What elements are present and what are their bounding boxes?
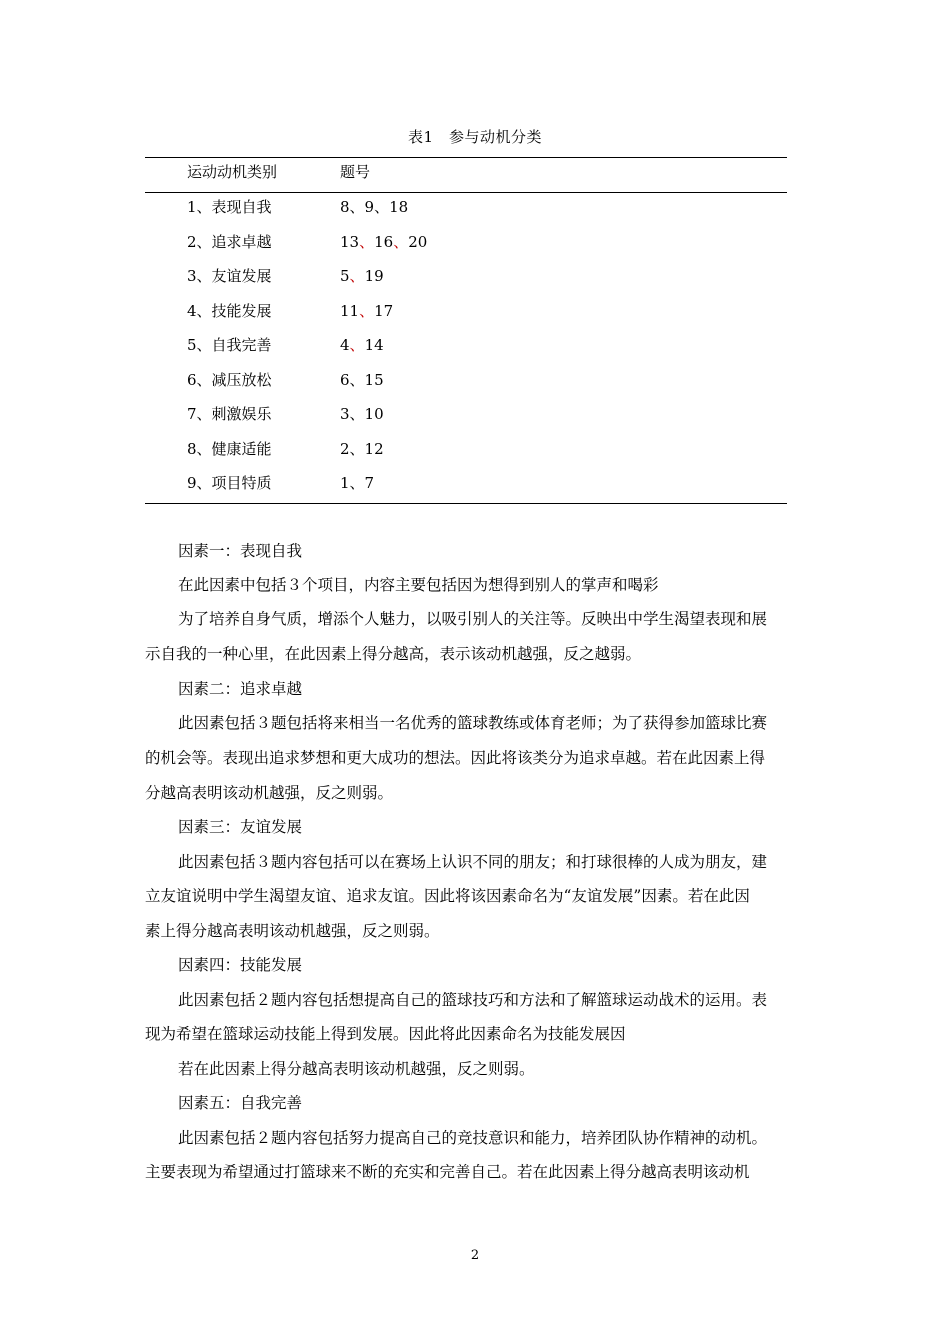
table-cell-items bbox=[340, 369, 384, 390]
paragraph-line: 立友谊说明中学生渴望友谊、追求友谊。因此将该因素命名为“友谊发展”因素。若在此因 bbox=[145, 887, 750, 905]
item-number: 、10 bbox=[349, 405, 384, 423]
paragraph-line: 现为希望在篮球运动技能上得到发展。因此将此因素命名为技能发展因 bbox=[145, 1025, 626, 1043]
table-cell-items bbox=[340, 231, 427, 252]
item-number: 、16 bbox=[359, 233, 394, 251]
item-number: 3 bbox=[340, 405, 350, 423]
table-cell-category: 2、追求卓越 bbox=[187, 233, 272, 251]
table-cell-category: 1、表现自我 bbox=[187, 198, 272, 216]
paragraph-line: 为了培养自身气质，增添个人魅力，以吸引别人的关注等。反映出中学生渴望表现和展 bbox=[178, 610, 768, 628]
table-cell-category: 7、刺激娱乐 bbox=[187, 405, 272, 423]
table-cell-items bbox=[340, 472, 374, 493]
table-cell-category: 4、技能发展 bbox=[187, 302, 272, 320]
factor-heading: 因素四：技能发展 bbox=[178, 956, 303, 974]
item-number: 11 bbox=[340, 302, 360, 320]
paragraph-line: 此因素包括２题内容包括努力提高自己的竞技意识和能力，培养团队协作精神的动机。 bbox=[178, 1129, 768, 1147]
table-cell-category: 5、自我完善 bbox=[187, 336, 272, 354]
item-number: 4 bbox=[340, 336, 350, 354]
table-header-category: 运动动机类别 bbox=[187, 163, 278, 181]
table-cell-items bbox=[340, 403, 384, 424]
table-cell-items bbox=[340, 265, 384, 286]
table-bottom-rule bbox=[145, 503, 787, 504]
item-number: 、20 bbox=[393, 233, 428, 251]
factor-heading: 因素一：表现自我 bbox=[178, 542, 303, 560]
item-number: 6 bbox=[340, 371, 350, 389]
paragraph-line: 此因素包括２题内容包括想提高自己的篮球技巧和方法和了解篮球运动战术的运用。表 bbox=[178, 991, 768, 1009]
table-cell-category: 8、健康适能 bbox=[187, 440, 272, 458]
item-number: 13 bbox=[340, 233, 360, 251]
item-number: 、17 bbox=[359, 302, 394, 320]
table-header-items: 题号 bbox=[340, 163, 371, 181]
item-number: 、18 bbox=[374, 198, 409, 216]
item-number: 、7 bbox=[349, 474, 375, 492]
table-cell-category: 3、友谊发展 bbox=[187, 267, 272, 285]
paragraph-line: 此因素包括３题包括将来相当一名优秀的篮球教练或体育老师；为了获得参加篮球比赛 bbox=[178, 714, 768, 732]
table-top-rule bbox=[145, 157, 787, 158]
table-header-rule bbox=[145, 192, 787, 193]
paragraph-line: 若在此因素上得分越高表明该动机越强，反之则弱。 bbox=[178, 1060, 535, 1078]
item-number: 、15 bbox=[349, 371, 384, 389]
table-cell-category: 9、项目特质 bbox=[187, 474, 272, 492]
page-number: 2 bbox=[470, 1248, 480, 1263]
item-number: 5 bbox=[340, 267, 350, 285]
paragraph-line: 此因素包括３题内容包括可以在赛场上认识不同的朋友；和打球很棒的人成为朋友，建 bbox=[178, 853, 768, 871]
table-cell-items bbox=[340, 300, 393, 321]
item-number: 、14 bbox=[349, 336, 384, 354]
item-number: 、9 bbox=[349, 198, 375, 216]
table-cell-items bbox=[340, 438, 384, 459]
factor-heading: 因素五：自我完善 bbox=[178, 1094, 303, 1112]
factor-heading: 因素二：追求卓越 bbox=[178, 680, 303, 698]
paragraph-line: 的机会等。表现出追求梦想和更大成功的想法。因此将该类分为追求卓越。若在此因素上得 bbox=[145, 749, 766, 767]
item-number: 8 bbox=[340, 198, 350, 216]
table-cell-category: 6、减压放松 bbox=[187, 371, 272, 389]
table-cell-items bbox=[340, 196, 408, 217]
paragraph-line: 在此因素中包括３个项目，内容主要包括因为想得到别人的掌声和喝彩 bbox=[178, 576, 659, 594]
table-caption: 表1 参与动机分类 bbox=[407, 128, 543, 146]
factor-heading: 因素三：友谊发展 bbox=[178, 818, 303, 836]
item-number: 2 bbox=[340, 440, 350, 458]
item-number: 1 bbox=[340, 474, 350, 492]
paragraph-line: 主要表现为希望通过打篮球来不断的充实和完善自己。若在此因素上得分越高表明该动机 bbox=[145, 1163, 750, 1181]
item-number: 、19 bbox=[349, 267, 384, 285]
paragraph-line: 示自我的一种心里，在此因素上得分越高，表示该动机越强，反之越弱。 bbox=[145, 645, 642, 663]
paragraph-line: 分越高表明该动机越强，反之则弱。 bbox=[145, 784, 394, 802]
item-number: 、12 bbox=[349, 440, 384, 458]
table-cell-items bbox=[340, 334, 384, 355]
paragraph-line: 素上得分越高表明该动机越强，反之则弱。 bbox=[145, 922, 440, 940]
